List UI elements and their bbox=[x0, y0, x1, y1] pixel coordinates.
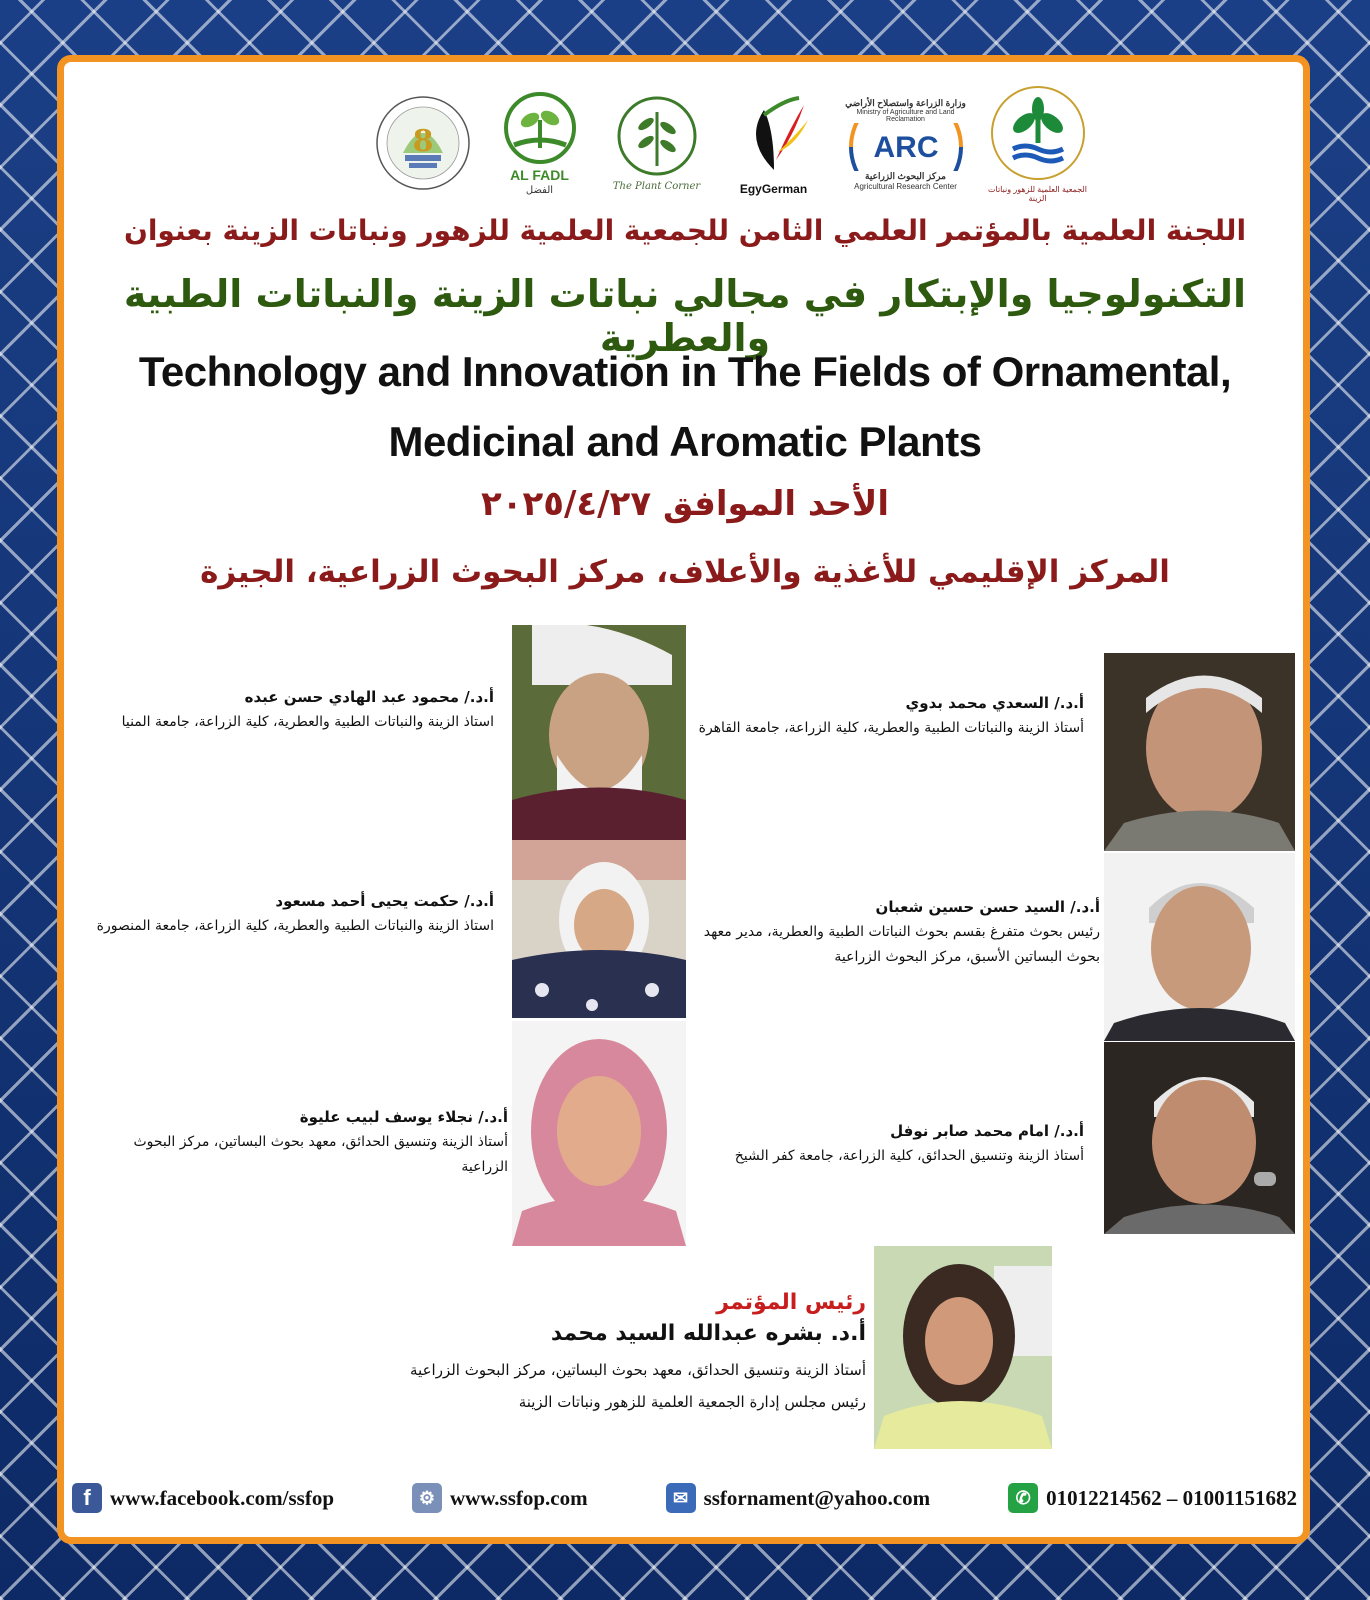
alfadl-leaf-icon bbox=[500, 90, 580, 165]
venue-line: المركز الإقليمي للأغذية والأعلاف، مركز البحوث الزراعية، الجيزة bbox=[200, 554, 1170, 590]
arc-ministry-en: Ministry of Agriculture and Land Reclamation bbox=[856, 108, 955, 123]
plant-corner-icon bbox=[612, 94, 702, 179]
website-link[interactable]: www.ssfop.com bbox=[449, 1485, 588, 1510]
photo-elsaadi-badawi bbox=[1104, 653, 1295, 851]
email-link[interactable]: ssfornament@yahoo.com bbox=[703, 1485, 931, 1510]
conference-logo bbox=[370, 83, 475, 203]
arc-name-ar: مركز البحوث الزراعية bbox=[865, 170, 946, 181]
committee-line: اللجنة العلمية بالمؤتمر العلمي الثامن للجمعية العلمية للزهور ونباتات الزينة بعنوان bbox=[123, 214, 1247, 247]
contact-footer bbox=[72, 1478, 1297, 1518]
title-english-line2: Medicinal and Aromatic Plants bbox=[388, 418, 982, 465]
person-elsayed-shaaban bbox=[696, 898, 1100, 970]
title-english-line1: Technology and Innovation in The Fields of Ornamental, bbox=[138, 348, 1232, 395]
arc-mark-icon bbox=[841, 123, 971, 171]
logo-row bbox=[370, 78, 1090, 208]
photo-emam-nofal bbox=[1104, 1042, 1295, 1234]
ssfop-name-ar: الجمعية العلمية للزهور ونباتات الزينة bbox=[987, 185, 1088, 203]
phone-numbers[interactable]: 01012214562 – 01001151682 bbox=[1046, 1485, 1297, 1510]
president-name: أ.د. بشره عبدالله السيد محمد bbox=[550, 1321, 866, 1346]
alfadl-logo bbox=[487, 83, 592, 203]
person-name: أ.د./ السيد حسن حسين شعبان bbox=[875, 898, 1100, 916]
website-contact[interactable] bbox=[412, 1483, 588, 1513]
plant-corner-logo bbox=[604, 83, 709, 203]
arc-name-en: Agricultural Research Center bbox=[854, 181, 957, 191]
phone-contact[interactable] bbox=[1008, 1483, 1297, 1513]
person-desc: أستاذ الزينة وتنسيق الحدائق، معهد بحوث البساتين، مركز البحوث الزراعية bbox=[133, 1134, 508, 1175]
svg-text:ARC: ARC bbox=[873, 130, 938, 164]
photo-elsayed-shaaban bbox=[1104, 853, 1295, 1041]
person-name: أ.د./ محمود عبد الهادي حسن عبده bbox=[244, 688, 494, 706]
photo-hekmat-yehia bbox=[512, 840, 686, 1018]
person-name: أ.د./ نجلاء يوسف لبيب عليوة bbox=[299, 1108, 508, 1126]
alfadl-ar: الفضل bbox=[525, 185, 554, 196]
person-mahmoud-abdelhadi bbox=[92, 688, 494, 735]
alfadl-name: AL FADL bbox=[510, 167, 569, 183]
president-title-2: رئيس مجلس إدارة الجمعية العلمية للزهور ونباتات الزينة bbox=[518, 1393, 866, 1411]
globe-icon: ⚙ bbox=[412, 1483, 442, 1513]
facebook-icon: f bbox=[72, 1483, 102, 1513]
person-naglaa-youssef bbox=[108, 1108, 508, 1180]
person-desc: أستاذ الزينة والنباتات الطبية والعطرية، كلية الزراعة، جامعة القاهرة bbox=[698, 720, 1084, 736]
person-desc: استاذ الزينة والنباتات الطبية والعطرية، كلية الزراعة، جامعة المنصورة bbox=[96, 918, 494, 934]
svg-text:8: 8 bbox=[412, 124, 433, 159]
egygerman-name: EgyGerman bbox=[739, 182, 808, 196]
president-title-1: أستاذ الزينة وتنسيق الحدائق، معهد بحوث البساتين، مركز البحوث الزراعية bbox=[410, 1361, 866, 1379]
ssfop-emblem-icon bbox=[988, 83, 1088, 183]
egygerman-logo bbox=[721, 83, 826, 203]
president-label: رئيس المؤتمر bbox=[716, 1290, 866, 1315]
person-name: أ.د./ امام محمد صابر نوفل bbox=[890, 1122, 1084, 1140]
person-name: أ.د./ حكمت يحيى أحمد مسعود bbox=[275, 892, 494, 910]
facebook-link[interactable]: www.facebook.com/ssfop bbox=[110, 1485, 334, 1510]
photo-naglaa-youssef bbox=[512, 1021, 686, 1246]
photo-mahmoud-abdelhadi bbox=[512, 625, 686, 840]
person-emam-nofal bbox=[696, 1122, 1084, 1169]
date-line: الأحد الموافق ٢٠٢٥/٤/٢٧ bbox=[481, 484, 889, 524]
title-arabic: التكنولوجيا والإبتكار في مجالي نباتات الزينة والنباتات الطبية والعطرية bbox=[123, 272, 1247, 360]
envelope-icon: ✉ bbox=[666, 1483, 696, 1513]
egygerman-leaf-icon bbox=[734, 90, 814, 180]
arc-ministry-ar: وزارة الزراعة واستصلاح الأراضي bbox=[845, 97, 966, 108]
person-elsaadi-badawi bbox=[696, 694, 1084, 741]
email-contact[interactable] bbox=[666, 1483, 931, 1513]
ssfop-logo bbox=[985, 83, 1090, 203]
person-desc: أستاذ الزينة وتنسيق الحدائق، كلية الزراعة، جامعة كفر الشيخ bbox=[734, 1148, 1084, 1164]
phone-icon: ✆ bbox=[1008, 1483, 1038, 1513]
conference-president bbox=[300, 1290, 866, 1418]
person-hekmat-yehia bbox=[92, 892, 494, 939]
person-name: أ.د./ السعدي محمد بدوي bbox=[905, 694, 1084, 712]
arc-logo bbox=[838, 83, 973, 203]
facebook-contact[interactable] bbox=[72, 1483, 334, 1513]
person-desc: استاذ الزينة والنباتات الطبية والعطرية، كلية الزراعة، جامعة المنيا bbox=[121, 714, 494, 730]
conference-seal-icon bbox=[373, 93, 473, 193]
photo-boshra-abdallah bbox=[874, 1246, 1052, 1449]
plant-corner-name: The Plant Corner bbox=[612, 181, 701, 192]
person-desc: رئيس بحوث متفرغ بقسم بحوث النباتات الطبية والعطرية، مدير معهد بحوث البساتين الأسبق، مركز البحوث الزراعية bbox=[703, 924, 1100, 965]
